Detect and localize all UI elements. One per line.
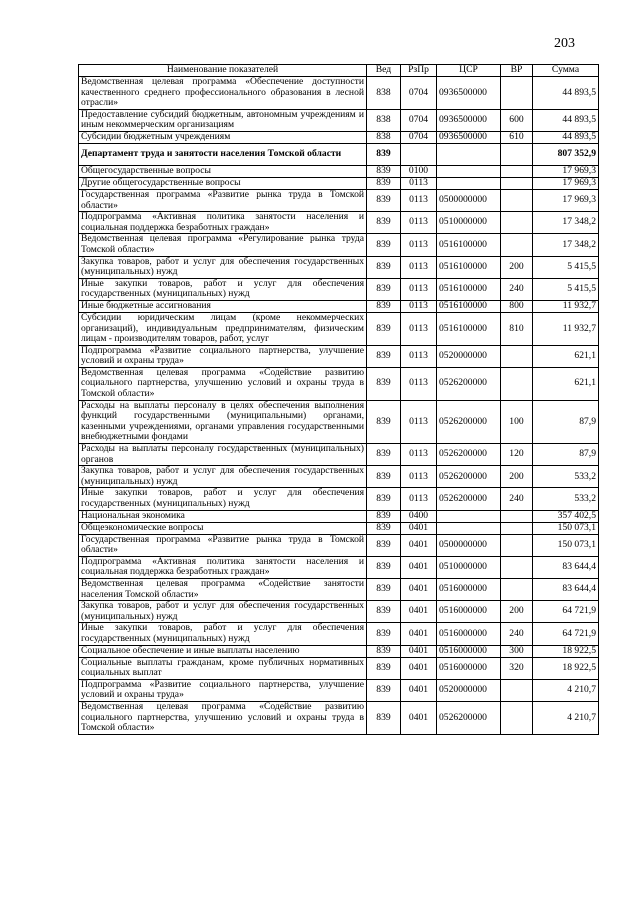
cell-vr [501,212,533,234]
header-ved: Вед [367,65,401,77]
cell-name: Другие общегосударственные вопросы [79,177,367,189]
cell-name: Общегосударственные вопросы [79,165,367,177]
cell-vr: 600 [501,109,533,131]
table-row [79,466,599,488]
cell-sum: 18 922,5 [533,645,599,657]
cell-vr: 800 [501,300,533,312]
cell-ved: 839 [367,177,401,189]
cell-rzpr: 0113 [401,367,437,400]
cell-vr [501,234,533,256]
cell-name: Ведомственная целевая программа «Содействие занятости населения Томской области» [79,578,367,600]
cell-vr: 240 [501,488,533,510]
cell-sum: 4 210,7 [533,679,599,701]
cell-sum: 17 348,2 [533,234,599,256]
cell-ved: 839 [367,444,401,466]
cell-sum: 17 969,3 [533,189,599,211]
cell-ved: 839 [367,165,401,177]
cell-rzpr: 0113 [401,212,437,234]
cell-name: Закупка товаров, работ и услуг для обеспечения государственных (муниципальных) нужд [79,256,367,278]
cell-csr: 0520000000 [437,679,501,701]
table-row [79,143,599,165]
table-body [79,77,599,735]
cell-name: Закупка товаров, работ и услуг для обеспечения государственных (муниципальных) нужд [79,601,367,623]
cell-name: Расходы на выплаты персоналу в целях обеспечения выполнения функций государственными (муниципальными) органами, казенными учреждениями, органами управления государственными внебюджетными фондами [79,400,367,443]
table-row [79,556,599,578]
cell-sum: 533,2 [533,466,599,488]
cell-name: Подпрограмма «Развитие социального партнерства, улучшение условий и охраны труда» [79,345,367,367]
cell-ved: 838 [367,77,401,110]
cell-csr: 0500000000 [437,189,501,211]
cell-csr: 0936500000 [437,131,501,143]
cell-vr [501,556,533,578]
cell-ved: 839 [367,312,401,345]
cell-vr: 320 [501,657,533,679]
cell-rzpr: 0113 [401,312,437,345]
cell-name: Государственная программа «Развитие рынка труда в Томской области» [79,189,367,211]
cell-vr [501,534,533,556]
cell-csr: 0516100000 [437,256,501,278]
cell-vr [501,177,533,189]
table-row [79,444,599,466]
cell-vr [501,165,533,177]
cell-csr [437,510,501,522]
cell-vr: 300 [501,645,533,657]
cell-rzpr: 0401 [401,522,437,534]
cell-name: Предоставление субсидий бюджетным, автономным учреждениям и иным некоммерческим организациям [79,109,367,131]
cell-csr: 0516100000 [437,300,501,312]
header-name: Наименование показателей [79,65,367,77]
cell-sum: 11 932,7 [533,300,599,312]
cell-name: Департамент труда и занятости населения Томской области [79,143,367,165]
table-row [79,312,599,345]
cell-sum: 5 415,5 [533,256,599,278]
table-row [79,345,599,367]
table-row [79,256,599,278]
cell-name: Закупка товаров, работ и услуг для обеспечения государственных (муниципальных) нужд [79,466,367,488]
cell-csr: 0526200000 [437,400,501,443]
cell-rzpr: 0401 [401,645,437,657]
cell-csr: 0510000000 [437,212,501,234]
cell-sum: 17 969,3 [533,165,599,177]
cell-sum: 621,1 [533,367,599,400]
cell-name: Государственная программа «Развитие рынка труда в Томской области» [79,534,367,556]
cell-csr [437,143,501,165]
table-row [79,278,599,300]
cell-name: Иные закупки товаров, работ и услуг для обеспечения государственных (муниципальных) нужд [79,278,367,300]
cell-name: Общеэкономические вопросы [79,522,367,534]
cell-sum: 17 969,3 [533,177,599,189]
table-row [79,189,599,211]
cell-sum: 150 073,1 [533,534,599,556]
cell-vr: 100 [501,400,533,443]
cell-vr: 120 [501,444,533,466]
cell-csr [437,522,501,534]
cell-vr [501,77,533,110]
cell-csr: 0516100000 [437,234,501,256]
cell-vr: 610 [501,131,533,143]
table-row [79,109,599,131]
cell-vr: 200 [501,466,533,488]
cell-sum: 83 644,4 [533,556,599,578]
cell-rzpr: 0113 [401,189,437,211]
cell-vr: 240 [501,278,533,300]
cell-sum: 357 402,5 [533,510,599,522]
cell-ved: 839 [367,578,401,600]
table-row [79,300,599,312]
cell-rzpr: 0113 [401,278,437,300]
cell-ved: 838 [367,109,401,131]
table-row [79,522,599,534]
cell-name: Субсидии юридическим лицам (кроме некоммерческих организаций), индивидуальным предпринимателям, физическим лицам - производителям товаров, работ, услуг [79,312,367,345]
table-row [79,534,599,556]
cell-csr [437,165,501,177]
cell-ved: 839 [367,278,401,300]
cell-vr [501,367,533,400]
table-row [79,657,599,679]
cell-rzpr: 0113 [401,256,437,278]
cell-rzpr: 0113 [401,234,437,256]
cell-ved: 839 [367,466,401,488]
cell-ved: 838 [367,131,401,143]
cell-ved: 839 [367,488,401,510]
cell-rzpr: 0401 [401,701,437,734]
cell-rzpr: 0401 [401,556,437,578]
cell-sum: 64 721,9 [533,601,599,623]
cell-rzpr: 0113 [401,345,437,367]
cell-rzpr: 0401 [401,623,437,645]
cell-sum: 87,9 [533,400,599,443]
cell-vr [501,189,533,211]
cell-vr [501,510,533,522]
cell-vr: 200 [501,256,533,278]
cell-sum: 150 073,1 [533,522,599,534]
cell-name: Подпрограмма «Активная политика занятости населения и социальная поддержка безработных граждан» [79,212,367,234]
cell-csr: 0510000000 [437,556,501,578]
cell-ved: 839 [367,256,401,278]
cell-ved: 839 [367,510,401,522]
cell-ved: 839 [367,189,401,211]
cell-ved: 839 [367,400,401,443]
cell-name: Ведомственная целевая программа «Содействие развитию социального партнерства, улучшению условий и охраны труда в Томской области» [79,367,367,400]
cell-vr [501,522,533,534]
cell-rzpr [401,143,437,165]
cell-rzpr: 0113 [401,488,437,510]
cell-sum: 807 352,9 [533,143,599,165]
cell-csr: 0516000000 [437,623,501,645]
cell-sum: 83 644,4 [533,578,599,600]
cell-sum: 17 348,2 [533,212,599,234]
cell-csr: 0936500000 [437,77,501,110]
cell-name: Подпрограмма «Активная политика занятости населения и социальная поддержка безработных граждан» [79,556,367,578]
cell-sum: 11 932,7 [533,312,599,345]
cell-name: Ведомственная целевая программа «Содействие развитию социального партнерства, улучшению условий и охраны труда в Томской области» [79,701,367,734]
cell-rzpr: 0704 [401,131,437,143]
cell-name: Расходы на выплаты персоналу государственных (муниципальных) органов [79,444,367,466]
table-row [79,77,599,110]
cell-rzpr: 0113 [401,177,437,189]
cell-csr: 0516100000 [437,278,501,300]
cell-ved: 839 [367,679,401,701]
table-row [79,679,599,701]
cell-sum: 5 415,5 [533,278,599,300]
cell-csr: 0516100000 [437,312,501,345]
table-row [79,701,599,734]
cell-vr [501,679,533,701]
cell-ved: 839 [367,534,401,556]
header-csr: ЦСР [437,65,501,77]
cell-sum: 44 893,5 [533,131,599,143]
table-row [79,367,599,400]
cell-csr: 0526200000 [437,701,501,734]
table-row [79,212,599,234]
table-row [79,578,599,600]
table-row [79,623,599,645]
cell-rzpr: 0704 [401,77,437,110]
cell-name: Социальные выплаты гражданам, кроме публичных нормативных социальных выплат [79,657,367,679]
cell-rzpr: 0113 [401,400,437,443]
header-rzpr: РзПр [401,65,437,77]
cell-csr: 0500000000 [437,534,501,556]
cell-ved: 839 [367,601,401,623]
cell-csr: 0936500000 [437,109,501,131]
table-header-row [79,65,599,77]
cell-vr: 810 [501,312,533,345]
cell-vr: 240 [501,623,533,645]
cell-vr: 200 [501,601,533,623]
cell-csr: 0516000000 [437,601,501,623]
cell-ved: 839 [367,657,401,679]
cell-name: Иные закупки товаров, работ и услуг для обеспечения государственных (муниципальных) нужд [79,623,367,645]
cell-csr: 0520000000 [437,345,501,367]
cell-vr [501,701,533,734]
cell-rzpr: 0400 [401,510,437,522]
budget-table [78,64,599,735]
table-row [79,400,599,443]
cell-csr: 0526200000 [437,466,501,488]
cell-vr [501,578,533,600]
table-row [79,131,599,143]
page-number: 203 [554,36,575,51]
cell-name: Ведомственная целевая программа «Регулирование рынка труда Томской области» [79,234,367,256]
table-row [79,488,599,510]
cell-sum: 533,2 [533,488,599,510]
cell-vr [501,345,533,367]
cell-ved: 839 [367,300,401,312]
table-row [79,601,599,623]
cell-ved: 839 [367,143,401,165]
cell-csr [437,177,501,189]
table-row [79,645,599,657]
cell-name: Иные закупки товаров, работ и услуг для обеспечения государственных (муниципальных) нужд [79,488,367,510]
cell-ved: 839 [367,367,401,400]
cell-sum: 44 893,5 [533,109,599,131]
header-vr: ВР [501,65,533,77]
cell-sum: 87,9 [533,444,599,466]
cell-name: Подпрограмма «Развитие социального партнерства, улучшение условий и охраны труда» [79,679,367,701]
cell-rzpr: 0401 [401,601,437,623]
cell-rzpr: 0401 [401,679,437,701]
cell-rzpr: 0401 [401,657,437,679]
cell-ved: 839 [367,623,401,645]
table-row [79,177,599,189]
cell-ved: 839 [367,522,401,534]
table-row [79,234,599,256]
cell-ved: 839 [367,234,401,256]
cell-vr [501,143,533,165]
table-row [79,510,599,522]
cell-ved: 839 [367,645,401,657]
cell-rzpr: 0401 [401,578,437,600]
cell-ved: 839 [367,556,401,578]
header-sum: Сумма [533,65,599,77]
cell-csr: 0516000000 [437,645,501,657]
cell-rzpr: 0113 [401,300,437,312]
cell-sum: 621,1 [533,345,599,367]
cell-csr: 0526200000 [437,444,501,466]
cell-csr: 0516000000 [437,578,501,600]
table-row [79,165,599,177]
cell-csr: 0516000000 [437,657,501,679]
cell-rzpr: 0113 [401,466,437,488]
cell-ved: 839 [367,345,401,367]
cell-sum: 4 210,7 [533,701,599,734]
cell-name: Ведомственная целевая программа «Обеспечение доступности качественного среднего профессионального образования в лесной отрасли» [79,77,367,110]
cell-sum: 44 893,5 [533,77,599,110]
cell-csr: 0526200000 [437,367,501,400]
cell-rzpr: 0704 [401,109,437,131]
cell-ved: 839 [367,212,401,234]
cell-name: Национальная экономика [79,510,367,522]
cell-rzpr: 0113 [401,444,437,466]
cell-ved: 839 [367,701,401,734]
cell-csr: 0526200000 [437,488,501,510]
cell-name: Субсидии бюджетным учреждениям [79,131,367,143]
cell-sum: 64 721,9 [533,623,599,645]
cell-rzpr: 0100 [401,165,437,177]
cell-name: Социальное обеспечение и иные выплаты населению [79,645,367,657]
cell-sum: 18 922,5 [533,657,599,679]
cell-rzpr: 0401 [401,534,437,556]
cell-name: Иные бюджетные ассигнования [79,300,367,312]
